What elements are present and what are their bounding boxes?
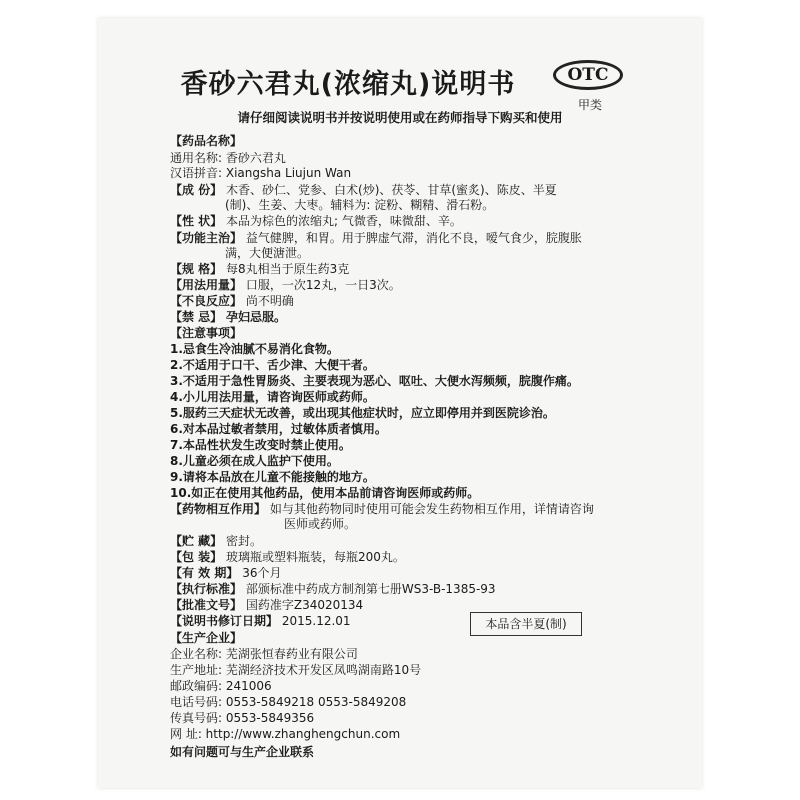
spec-row: [170, 262, 349, 277]
phone-numbers: 电话号码: 0553-5849218 0553-5849208: [170, 695, 407, 709]
standard-row: [170, 582, 496, 597]
note-item: 3.不适用于急性胃肠炎、主要表现为恶心、呕吐、大便水泻频频，脘腹作痛。: [170, 374, 579, 388]
document-subtitle: 请仔细阅读说明书并按说明使用或在药师指导下购买和使用: [237, 110, 563, 125]
contra-label: 【禁 忌】: [170, 310, 223, 324]
adverse-row: [170, 294, 294, 309]
ingredients-label: 【成 份】: [170, 183, 223, 197]
note-item: 7.本品性状发生改变时禁止使用。: [170, 438, 351, 452]
approval-row: [170, 598, 363, 613]
revision-row: [170, 614, 351, 629]
drug-name-label: 【药品名称】: [170, 134, 243, 148]
storage-label: 【贮 藏】: [170, 534, 223, 548]
character-row: [170, 214, 462, 229]
package-label: 【包 装】: [170, 550, 223, 564]
company-name: 企业名称: 芜湖张恒春药业有限公司: [170, 647, 358, 661]
website: 网 址: http://www.zhanghengchun.com: [170, 727, 401, 741]
fax-number: 传真号码: 0553-5849356: [170, 711, 315, 725]
standard-text: 部颁标准中药成方制剂第七册WS3-B-1385-93: [245, 582, 496, 596]
storage-row: [170, 534, 262, 549]
contra-text: 孕妇忌服。: [226, 310, 287, 324]
contra-row: [170, 310, 286, 325]
ingredient-stamp-box: 本品含半夏(制): [470, 612, 582, 636]
postcode: 邮政编码: 241006: [170, 679, 272, 693]
adverse-text: 尚不明确: [245, 294, 294, 308]
revision-label: 【说明书修订日期】: [170, 614, 279, 628]
note-item: 10.如正在使用其他药品，使用本品前请咨询医师或药师。: [170, 486, 480, 500]
approval-text: 国药准字Z34020134: [245, 598, 364, 612]
document-title: 香砂六君丸(浓缩丸)说明书: [180, 69, 516, 100]
revision-text: 2015.12.01: [281, 614, 351, 628]
usage-text: 口服，一次12丸，一日3次。: [245, 278, 401, 292]
note-item: 8.儿童必须在成人监护下使用。: [170, 454, 339, 468]
usage-label: 【用法用量】: [170, 278, 243, 292]
ingredients-line1: 木香、砂仁、党参、白术(炒)、茯苓、甘草(蜜炙)、陈皮、半夏: [226, 183, 557, 197]
indication-line2: 满，大便溏泄。: [225, 246, 310, 260]
common-name: 通用名称: 香砂六君丸: [170, 151, 286, 165]
character-text: 本品为棕色的浓缩丸; 气微香，味微甜、辛。: [226, 214, 462, 228]
validity-row: [170, 566, 281, 581]
note-item: 1.忌食生冷油腻不易消化食物。: [170, 342, 339, 356]
spec-text: 每8丸相当于原生药3克: [226, 262, 350, 276]
ingredients-row: [170, 183, 557, 198]
standard-label: 【执行标准】: [170, 582, 243, 596]
indication-row: [170, 231, 582, 246]
interaction-label: 【药物相互作用】: [170, 502, 267, 516]
spec-label: 【规 格】: [170, 262, 223, 276]
otc-class-label: 甲类: [578, 98, 603, 112]
adverse-label: 【不良反应】: [170, 294, 243, 308]
interaction-line2: 医师或药师。: [284, 517, 357, 531]
note-item: 5.服药三天症状无改善，或出现其他症状时，应立即停用并到医院诊治。: [170, 406, 555, 420]
footer-contact-note: 如有问题可与生产企业联系: [170, 745, 315, 759]
validity-label: 【有 效 期】: [170, 566, 239, 580]
validity-text: 36个月: [242, 566, 282, 580]
company-address: 生产地址: 芜湖经济技术开发区凤鸣湖南路10号: [170, 663, 422, 677]
note-item: 4.小儿用法用量，请咨询医师或药师。: [170, 390, 375, 404]
note-item: 6.对本品过敏者禁用，过敏体质者慎用。: [170, 422, 387, 436]
note-item: 9.请将本品放在儿童不能接触的地方。: [170, 470, 375, 484]
approval-label: 【批准文号】: [170, 598, 243, 612]
manufacturer-label: 【生产企业】: [170, 631, 243, 645]
interaction-row: [170, 502, 594, 517]
interaction-line1: 如与其他药物同时使用可能会发生药物相互作用，详情请咨询: [269, 502, 594, 516]
package-row: [170, 550, 405, 565]
usage-row: [170, 278, 401, 293]
ingredients-line2: (制)、生姜、大枣。辅料为: 淀粉、糊精、滑石粉。: [225, 198, 495, 212]
otc-badge: OTC: [553, 60, 623, 90]
package-text: 玻璃瓶或塑料瓶装，每瓶200丸。: [226, 550, 405, 564]
storage-text: 密封。: [226, 534, 263, 548]
character-label: 【性 状】: [170, 214, 223, 228]
indication-label: 【功能主治】: [170, 231, 243, 245]
note-item: 2.不适用于口干、舌少津、大便干者。: [170, 358, 375, 372]
notes-label: 【注意事项】: [170, 326, 243, 340]
pinyin-name: 汉语拼音: Xiangsha Liujun Wan: [170, 166, 352, 180]
indication-line1: 益气健脾，和胃。用于脾虚气滞，消化不良，嗳气食少，脘腹胀: [245, 231, 582, 245]
